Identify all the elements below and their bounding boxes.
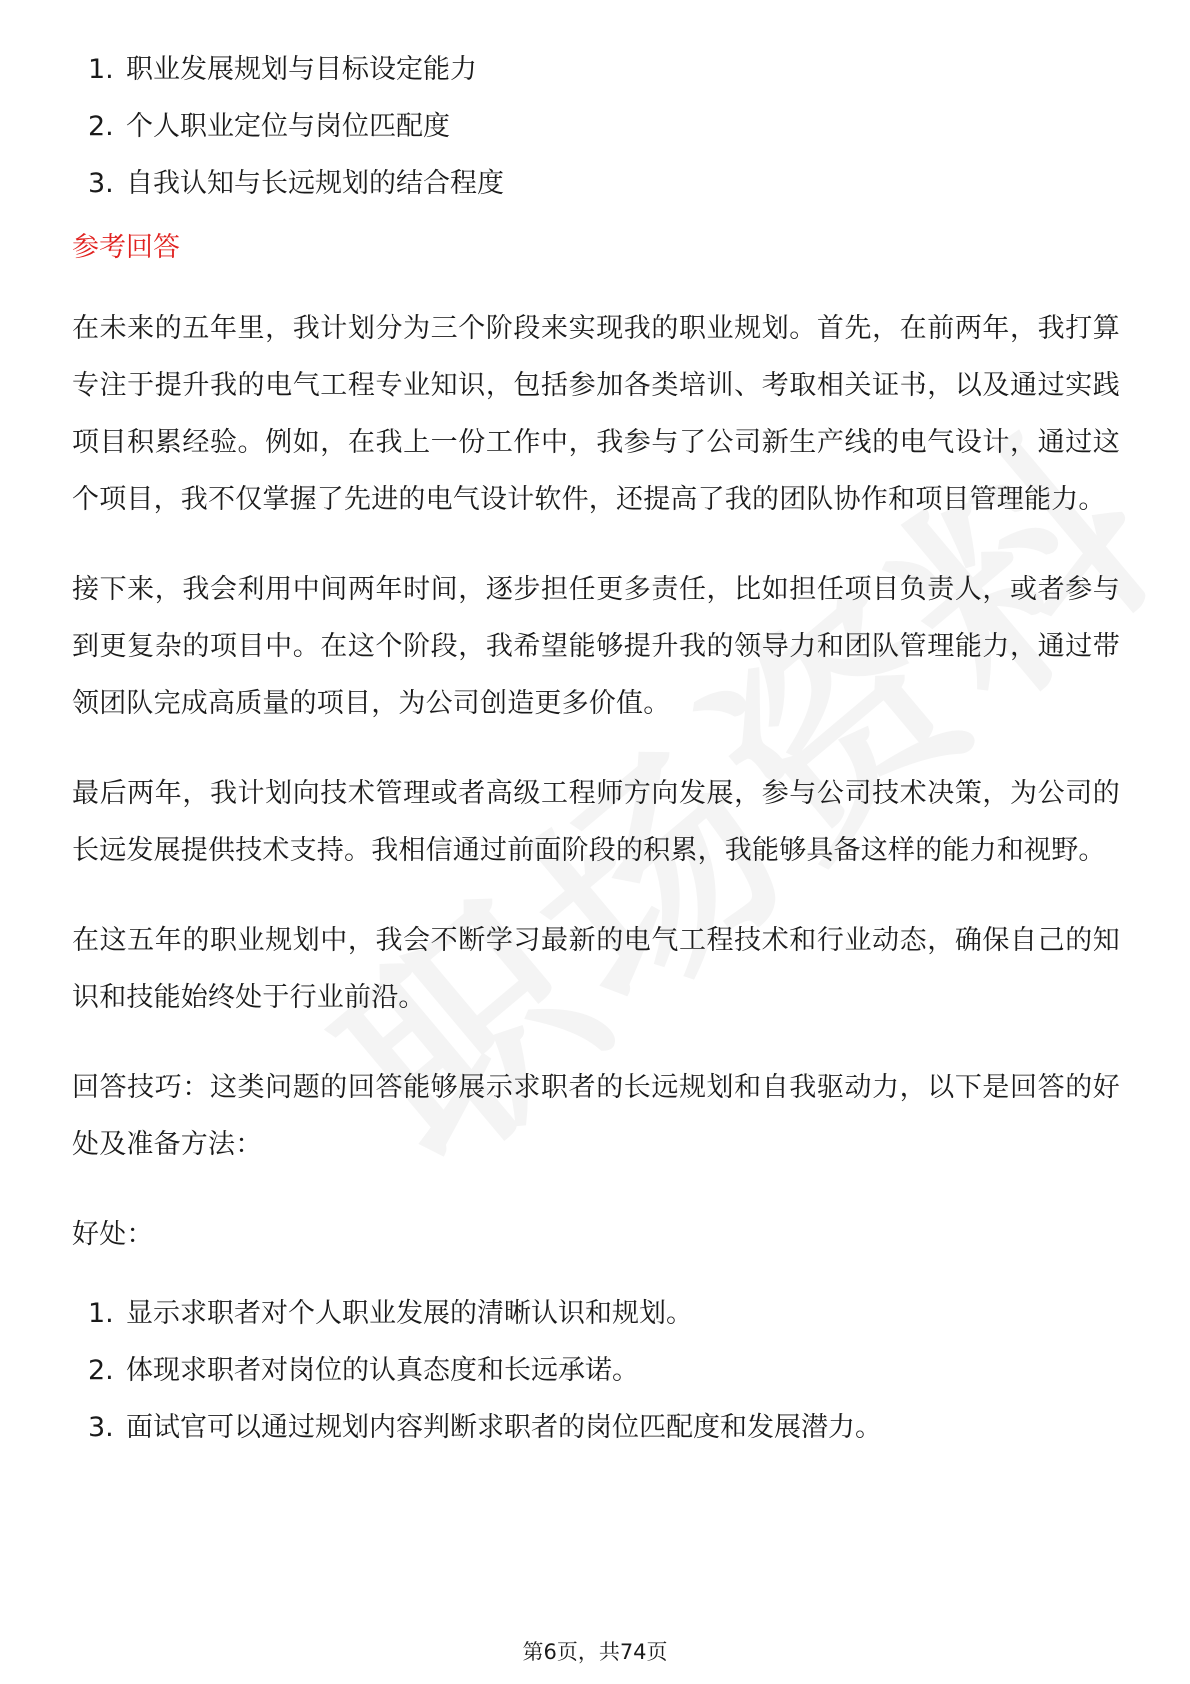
list-item-text: 显示求职者对个人职业发展的清晰认识和规划。 [126,1298,693,1329]
answer-tips-paragraph: 回答技巧：这类问题的回答能够展示求职者的长远规划和自我驱动力，以下是回答的好处及准备方法： [72,1072,1120,1160]
benefits-numbered-list [72,1296,1120,1446]
paragraph: 在这五年的职业规划中，我会不断学习最新的电气工程技术和行业动态，确保自己的知识和技能始终处于行业前沿。 [72,925,1120,1013]
top-numbered-list [72,52,1120,202]
section-title: 参考回答 [72,232,180,263]
list-item-text: 职业发展规划与目标设定能力 [126,54,477,85]
list-item [72,52,1120,88]
list-item [72,109,1120,145]
list-item [72,166,1120,202]
list-item-number: 3. [88,1412,114,1443]
list-item-number: 1. [88,1298,114,1329]
list-item-text: 面试官可以通过规划内容判断求职者的岗位匹配度和发展潜力。 [126,1412,882,1443]
list-item-text: 体现求职者对岗位的认真态度和长远承诺。 [126,1355,639,1386]
list-item-text: 个人职业定位与岗位匹配度 [126,111,450,142]
benefits-heading: 好处： [72,1219,154,1250]
paragraph: 最后两年，我计划向技术管理或者高级工程师方向发展，参与公司技术决策，为公司的长远发展提供技术支持。我相信通过前面阶段的积累，我能够具备这样的能力和视野。 [72,778,1120,866]
list-item [72,1296,1120,1332]
list-item [72,1353,1120,1389]
paragraph: 在未来的五年里，我计划分为三个阶段来实现我的职业规划。首先，在前两年，我打算专注于提升我的电气工程专业知识，包括参加各类培训、考取相关证书，以及通过实践项目积累经验。例如，在我上一份工作中，我参与了公司新生产线的电气设计，通过这个项目，我不仅掌握了先进的电气设计软件，还提高了我的团队协作和项目管理能力。 [72,313,1120,515]
paragraph: 接下来，我会利用中间两年时间，逐步担任更多责任，比如担任项目负责人，或者参与到更复杂的项目中。在这个阶段，我希望能够提升我的领导力和团队管理能力，通过带领团队完成高质量的项目，为公司创造更多价值。 [72,574,1120,719]
list-item-text: 自我认知与长远规划的结合程度 [126,168,504,199]
list-item-number: 3. [88,168,114,199]
page-footer: 第6页，共74页 [522,1640,668,1664]
list-item-number: 1. [88,54,114,85]
list-item-number: 2. [88,111,114,142]
list-item [72,1410,1120,1446]
document-page [72,52,1120,1467]
list-item-number: 2. [88,1355,114,1386]
